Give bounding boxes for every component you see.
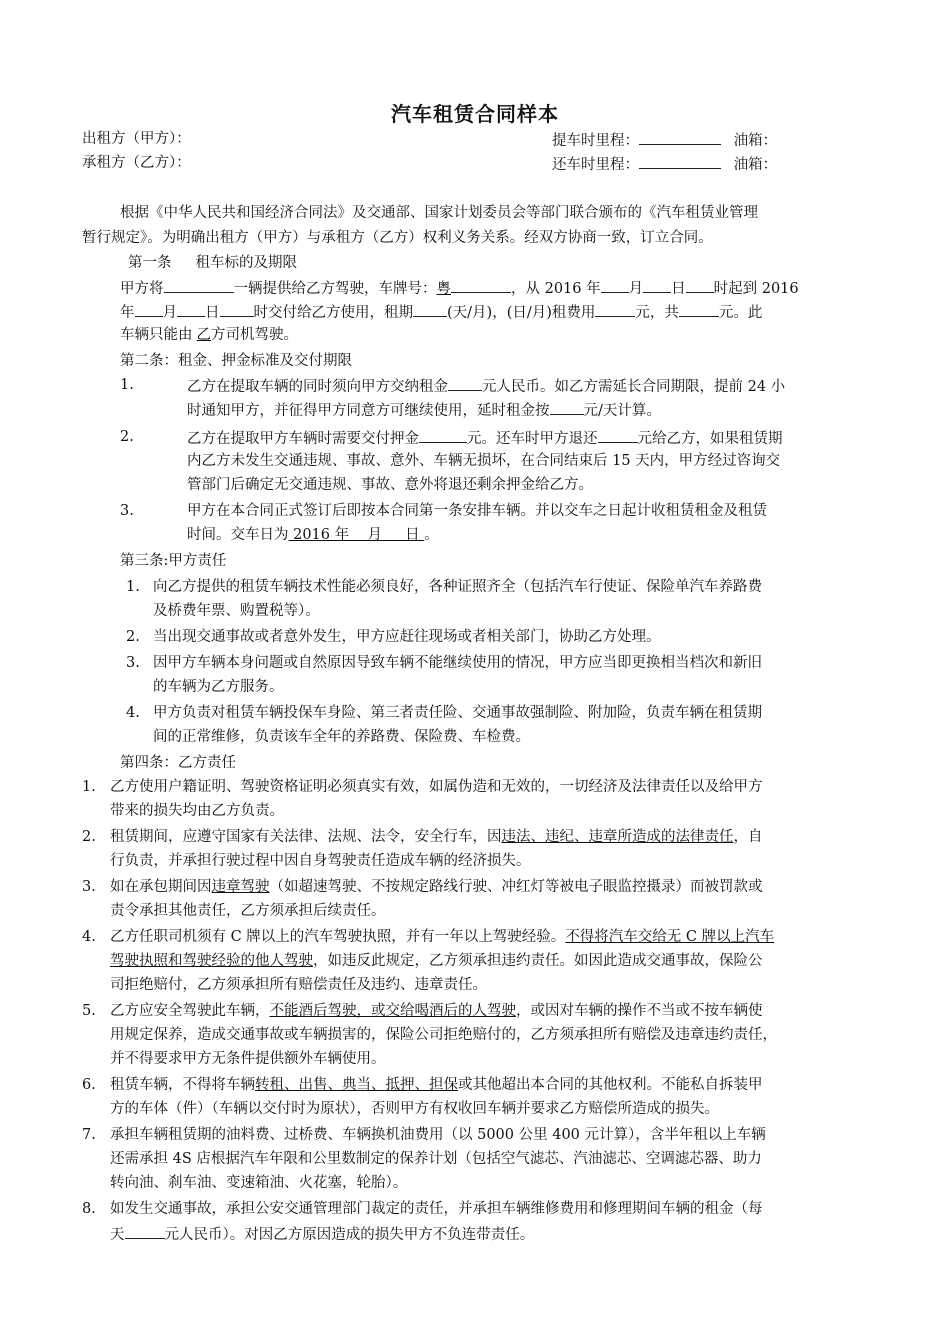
article-3-item-4-line-1: 甲方负责对租赁车辆投保车身险、第三者责任险、交通事故强制险、附加险，负责车辆在租赁期 (153, 705, 762, 721)
article-4-item-4-number: 4. (82, 929, 96, 945)
text: 乙方在提取车辆的同时须向甲方交纳租金 (187, 379, 448, 395)
return-fuel-label: 油箱： (733, 157, 778, 173)
article-1-title: 租车标的及期限 (195, 255, 297, 271)
article-4-item-1-line-2: 带来的损失均由乙方负责。 (110, 803, 284, 819)
text: 一辆提供给乙方驾驶，车牌号： (233, 281, 437, 297)
article-3-item-2-number: 2. (126, 629, 140, 645)
rent-fee-blank (595, 300, 635, 317)
article-4-item-1-line-1: 乙方使用户籍证明、驾驶资格证明必须真实有效，如属伪造和无效的，一切经济及法律责任以及给甲方 (110, 779, 763, 795)
article-4-item-1-number: 1. (82, 779, 96, 795)
text: 月 (628, 281, 644, 297)
text: 或其他超出本合同的其他权利。不能私自拆装甲 (458, 1077, 763, 1093)
return-mileage-field (552, 152, 777, 176)
article-4-item-7-line-2: 还需承担 4S 店根据汽车年限和公里数制定的保养计划（包括空气滤芯、汽油滤芯、空调滤芯器、助力 (110, 1151, 762, 1167)
text: （如超速驾驶、不按规定路线行驶、冲红灯等被电子眼监控摄录）而被罚款或 (269, 879, 763, 895)
text: 如在承包期间因 (110, 879, 212, 895)
article-3-item-1-line-2: 及桥费年票、购置税等）。 (153, 603, 320, 619)
text: ，如违反此规定，乙方须承担违约责任。如因此造成交通事故，保险公 (313, 953, 763, 969)
underlined-no-license-clause: 不得将汽车交给无 C 牌以上汽车 (565, 929, 775, 945)
article-2-item-1-line-1 (187, 374, 785, 398)
lessor-label: 出租方（甲方）： (82, 131, 191, 147)
article-2-item-1-line-2 (187, 398, 661, 422)
article-4-item-2-number: 2. (82, 829, 96, 845)
intro-line-2: 暂行规定》。为明确出租方（甲方）与承租方（乙方）权利义务关系。经双方协商一致，订立合同。 (82, 230, 713, 246)
article-4-item-3-line-2: 责令承担其他责任，乙方须承担后续责任。 (110, 903, 386, 919)
article-1-number: 第一条 (128, 255, 172, 271)
term-blank (413, 300, 447, 317)
article-4-item-2-line-1 (110, 826, 763, 848)
text: 方司机驾驶。 (211, 327, 298, 343)
article-3-item-1-number: 1. (126, 579, 140, 595)
text: 时通知甲方，并征得甲方同意方可继续使用，延时租金按 (187, 403, 550, 419)
article-2-item-2-number: 2. (120, 429, 134, 445)
text: 日 (671, 281, 686, 297)
article-4-item-7-number: 7. (82, 1127, 96, 1143)
pickup-mileage-field (552, 128, 777, 152)
article-3-item-4-line-2: 间的正常维修，负责该车全年的养路费、保险费、车检费。 (153, 729, 530, 745)
text: 时起到 2016 (713, 281, 799, 297)
underlined-no-drunk-driving: 不能酒后驾驶，或交给喝酒后的人驾驶 (269, 1003, 516, 1019)
underlined-sublease-clause: 转租、出售、典当、抵押、担保 (255, 1077, 458, 1093)
overtime-rate-blank (550, 398, 584, 415)
article-3-item-3-line-2: 的车辆为乙方服务。 (153, 679, 284, 695)
text: 元给乙方，如果租赁期 (637, 431, 783, 447)
article-4-item-7-line-3: 转向油、刹车油、变速箱油、火花塞，轮胎）。 (110, 1175, 408, 1191)
end-month-blank (135, 300, 163, 317)
article-4-item-8-number: 8. (82, 1201, 96, 1217)
article-2-item-3-line-2 (187, 524, 439, 546)
article-2-item-1-number: 1. (120, 377, 134, 393)
text: ，从 2016 年 (511, 281, 601, 297)
article-4-item-2-line-2: 行负责，并承担行驶过程中因自身驾驶责任造成车辆的经济损失。 (110, 853, 531, 869)
deposit-blank (419, 426, 467, 443)
article-4-item-5-number: 5. (82, 1003, 96, 1019)
rent-deposit-blank (448, 374, 482, 391)
end-hour-blank (220, 300, 254, 317)
document-title: 汽车租赁合同样本 (391, 102, 559, 126)
text: 元。还车时甲方退还 (467, 431, 598, 447)
article-4-item-6-line-2: 方的车体（件）（车辆以交付时为原状），否则甲方有权收回车辆并要求乙方赔偿所造成的损失。 (110, 1101, 719, 1117)
text: ，或因对车辆的操作不当或不按车辆使 (516, 1003, 763, 1019)
start-month-blank (601, 276, 629, 293)
driver-party: 乙 (196, 327, 211, 343)
plate-prefix: 粤 (436, 281, 451, 297)
article-3-item-3-number: 3. (126, 655, 140, 671)
article-4-item-6-line-1 (110, 1074, 763, 1096)
text: 元/天计算。 (583, 403, 661, 419)
text: 乙方在提取甲方车辆时需要交付押金 (187, 431, 419, 447)
vehicle-blank (164, 276, 234, 293)
text: 元。此 (718, 305, 763, 321)
article-3-heading: 第三条:甲方责任 (120, 553, 227, 569)
article-3-item-4-number: 4. (126, 705, 140, 721)
plate-blank (451, 276, 511, 293)
article-4-heading: 第四条：乙方责任 (120, 755, 236, 771)
article-2-item-2-line-3: 管部门后确定无交通违规、事故、意外将退还剩余押金给乙方。 (187, 477, 593, 493)
article-3-item-3-line-1: 因甲方车辆本身问题或自然原因导致车辆不能继续使用的情况，甲方应当即更换相当档次和新旧 (153, 655, 762, 671)
text: 日 (205, 305, 220, 321)
text: 时交付给乙方使用，租期 (253, 305, 413, 321)
pickup-mileage-blank (639, 128, 721, 145)
pickup-fuel-label: 油箱： (733, 133, 778, 149)
article-3-item-1-line-1: 向乙方提供的租赁车辆技术性能必须良好，各种证照齐全（包括汽车行使证、保险单汽车养路费 (153, 579, 762, 595)
text: 甲方将 (120, 281, 164, 297)
underlined-legal-liability: 违法、违纪、违章所造成的法律责任 (501, 829, 734, 845)
article-4-item-4-line-2 (110, 950, 763, 972)
start-hour-blank (686, 276, 714, 293)
text: 月 (162, 305, 177, 321)
end-day-blank (177, 300, 205, 317)
article-2-item-2-line-2: 内乙方未发生交通违规、事故、意外、车辆无损坏，在合同结束后 15 天内，甲方经过咨询交 (187, 453, 781, 469)
total-fee-blank (679, 300, 719, 317)
text: 年 (120, 305, 135, 321)
text: 天 (110, 1227, 125, 1243)
article-4-item-8-line-2 (110, 1222, 534, 1246)
text: 元，共 (635, 305, 679, 321)
lessee-label: 承租方（乙方）： (82, 155, 191, 171)
article-2-heading: 第二条：租金、押金标准及交付期限 (120, 353, 352, 369)
return-mileage-blank (639, 152, 721, 169)
article-1-line-3 (120, 324, 298, 346)
article-2-item-3-line-1: 甲方在本合同正式签订后即按本合同第一条安排车辆。并以交车之日起计收租赁租金及租赁 (187, 503, 767, 519)
text: 元人民币）。对因乙方原因造成的损失甲方不负连带责任。 (164, 1227, 535, 1243)
text: 乙方应安全驾驶此车辆， (110, 1003, 270, 1019)
text: 租赁期间，应遵守国家有关法律、法规、法令，安全行车，因 (110, 829, 502, 845)
delivery-date: 2016 年 月 日 (288, 527, 425, 543)
text: 乙方任职司机须有 C 牌以上的汽车驾驶执照，并有一年以上驾驶经验。 (110, 929, 566, 945)
article-4-item-8-line-1: 如发生交通事故，承担公安交通管理部门裁定的责任，并承担车辆维修费用和修理期间车辆的租金（每 (110, 1201, 763, 1217)
text: 租赁车辆，不得将车辆 (110, 1077, 255, 1093)
text: 时间。交车日为 (187, 527, 289, 543)
article-1-line-2 (120, 300, 762, 324)
text: (天/月)，(日/月)租费用 (447, 305, 596, 321)
text: 。 (424, 527, 439, 543)
refund-blank (598, 426, 638, 443)
article-4-item-3-number: 3. (82, 879, 96, 895)
article-4-item-5-line-1 (110, 1000, 763, 1022)
article-4-item-5-line-2: 用规定保养，造成交通事故或车辆损害的，保险公司拒绝赔付的，乙方须承担所有赔偿及违章违约责任， (110, 1027, 777, 1043)
article-4-item-4-line-1 (110, 926, 774, 948)
article-3-item-2-line-1: 当出现交通事故或者意外发生，甲方应赶往现场或者相关部门，协助乙方处理。 (153, 629, 661, 645)
text: 车辆只能由 (120, 327, 193, 343)
article-1-line-1 (120, 276, 799, 300)
article-2-item-3-number: 3. (120, 503, 134, 519)
article-4-item-4-line-3: 司拒绝赔付，乙方须承担所有赔偿责任及违约、违章责任。 (110, 977, 487, 993)
daily-rent-blank (125, 1222, 165, 1239)
underlined-violation: 违章驾驶 (211, 879, 270, 895)
intro-line-1: 根据《中华人民共和国经济合同法》及交通部、国家计划委员会等部门联合颁布的《汽车租赁业管理 (120, 205, 758, 221)
pickup-mileage-label: 提车时里程： (552, 133, 639, 149)
return-mileage-label: 还车时里程： (552, 157, 639, 173)
underlined-no-license-clause-cont: 驾驶执照和驾驶经验的他人驾驶 (110, 953, 313, 969)
article-1-heading (128, 252, 297, 274)
text: ，自 (733, 829, 763, 845)
start-day-blank (643, 276, 671, 293)
article-4-item-3-line-1 (110, 876, 763, 898)
article-4-item-7-line-1: 承担车辆租赁期的油料费、过桥费、车辆换机油费用（以 5000 公里 400 元计算），含半年租以上车辆 (110, 1127, 766, 1143)
text: 元人民币。如乙方需延长合同期限，提前 24 小 (482, 379, 786, 395)
article-4-item-5-line-3: 并不得要求甲方无条件提供额外车辆使用。 (110, 1051, 386, 1067)
article-2-item-2-line-1 (187, 426, 783, 450)
article-4-item-6-number: 6. (82, 1077, 96, 1093)
